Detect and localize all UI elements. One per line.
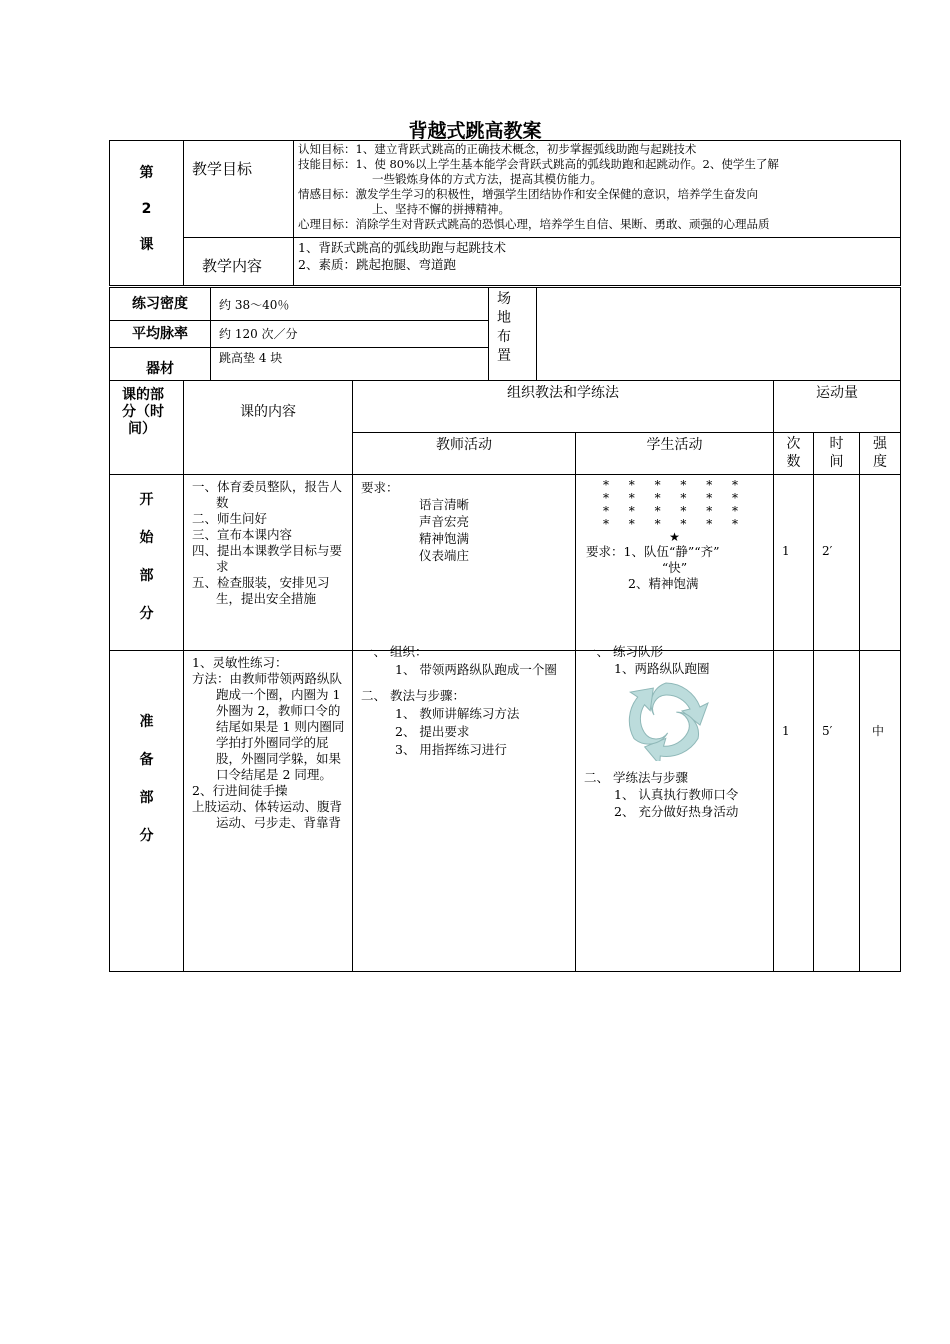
venue-char-1: 场 (497, 291, 511, 307)
objective-emotion-cont: 上、坚持不懈的拼搏精神。 (372, 202, 510, 216)
header-part (110, 381, 184, 475)
start-section-label (110, 475, 184, 651)
equipment-value: 跳高垫 4 块 (211, 348, 489, 381)
prep-char-4: 分 (139, 828, 154, 844)
start-time: 2′ (814, 475, 860, 651)
prep-teacher-4: 1、 教师讲解练习方法 (395, 706, 520, 721)
start-content (184, 475, 353, 651)
start-student-req-2: 2、精神饱满 (628, 576, 699, 591)
objective-skill: 技能目标：1、使 80%以上学生基本能学会背跃式跳高的弧线助跑和起跳动作。2、使学生了解 (298, 157, 779, 171)
header-student: 学生活动 (576, 433, 774, 475)
prep-teacher-6: 3、 用指挥练习进行 (395, 742, 507, 757)
objectives-table (109, 140, 901, 286)
start-teacher-4: 仪表端庄 (419, 548, 470, 563)
pulse-value: 约 120 次／分 (211, 321, 489, 348)
star-row-2: * * * * * * (602, 491, 747, 505)
lesson-number (110, 141, 184, 286)
header-time-1: 时 (829, 436, 844, 452)
doc-title: 背越式跳高教案 (408, 120, 542, 142)
prep-count: 1 (774, 651, 814, 972)
prep-student-1: 一、 练习队形 (584, 644, 663, 659)
header-intensity-1: 强 (873, 436, 887, 452)
prep-student-3: 二、 学练法与步骤 (584, 770, 688, 785)
content-item-2: 2、素质：跳起抱腿、弯道跑 (298, 257, 456, 272)
start-student-req-cont: “快” (661, 560, 688, 575)
venue-char-2: 地 (497, 310, 511, 326)
prep-content (184, 651, 353, 972)
objective-emotion: 情感目标：激发学生学习的积极性，增强学生团结协作和安全保健的意识，培养学生奋发向 (298, 187, 758, 201)
objective-cognitive: 认知目标：1、建立背跃式跳高的正确技术概念，初步掌握弧线助跑与起跳技术 (298, 142, 697, 156)
prep-teacher (353, 644, 576, 972)
info-table (109, 287, 901, 381)
prep-content-4: 上肢运动、体转运动、腹背运动、弓步走、背靠背 (192, 799, 343, 830)
start-char-1: 开 (139, 492, 154, 508)
venue-area (537, 288, 901, 381)
star-row-1: * * * * * * (602, 478, 747, 492)
objective-skill-cont: 一些锻炼身体的方式方法，提高其模仿能力。 (372, 172, 602, 186)
start-teacher-3: 精神饱满 (419, 531, 470, 546)
header-count (774, 433, 814, 475)
start-content-2: 二、师生问好 (192, 511, 268, 526)
venue-label (489, 288, 537, 381)
start-content-3: 三、宣布本课内容 (192, 527, 293, 542)
pulse-label: 平均脉率 (110, 321, 211, 348)
header-teacher: 教师活动 (353, 433, 576, 475)
prep-time: 5′ (814, 651, 860, 972)
start-count: 1 (774, 475, 814, 651)
header-part-3: 间） (128, 421, 156, 437)
start-teacher-req: 要求： (361, 480, 399, 495)
content-label: 教学内容 (184, 238, 294, 286)
header-time (814, 433, 860, 475)
prep-teacher-5: 2、 提出要求 (395, 724, 470, 739)
formation-stars (576, 475, 773, 544)
lesson-char-2: 2 (141, 201, 152, 217)
content-item-1: 1、背跃式跳高的弧线助跑与起跳技术 (298, 240, 506, 255)
lesson-char-3: 课 (139, 237, 154, 253)
header-count-1: 次 (786, 436, 801, 452)
prep-student-5: 2、 充分做好热身活动 (614, 804, 739, 819)
prep-char-3: 部 (139, 790, 154, 806)
circle-run-diagram-icon (616, 679, 716, 761)
prep-section-label (110, 651, 184, 972)
prep-teacher-3: 二、 教法与步骤： (361, 688, 465, 703)
prep-teacher-2: 1、 带领两路纵队跑成一个圈 (395, 662, 557, 677)
header-intensity (860, 433, 901, 475)
start-char-4: 分 (139, 606, 154, 622)
header-part-2: 分（时 (122, 404, 164, 420)
header-intensity-2: 度 (873, 454, 887, 470)
prep-content-1: 1、灵敏性练习： (192, 655, 288, 670)
diagram-arrows (616, 681, 708, 761)
prep-student (576, 644, 774, 972)
objectives-text (294, 141, 901, 238)
venue-char-4: 置 (497, 348, 511, 364)
start-student (576, 475, 774, 651)
header-method: 组织教法和学练法 (353, 381, 774, 433)
start-intensity (860, 475, 901, 651)
header-content: 课的内容 (184, 381, 353, 475)
star-row-4: * * * * * * (602, 517, 747, 531)
objectives-label: 教学目标 (184, 141, 294, 238)
header-time-2: 间 (829, 454, 844, 470)
start-student-req: 要求：1、队伍“静”“齐” (586, 544, 720, 559)
curved-arrow-icon (651, 683, 708, 725)
prep-student-2: 1、两路纵队跑圈 (614, 661, 710, 676)
prep-content-2: 方法：由教师带领两路纵队跑成一个圈，内圈为 1 外圈为 2，教师口令的结尾如果是 1 则内圈同学拍打外圈同学的屁股，外圈同学躲，如果口令结尾是 2 同理。 (192, 671, 345, 782)
objective-psych: 心理目标：消除学生对背跃式跳高的恐惧心理，培养学生自信、果断、勇敢、顽强的心理品质 (298, 217, 770, 231)
venue-char-3: 布 (497, 329, 511, 345)
start-content-5: 五、检查服装，安排见习生，提出安全措施 (192, 575, 330, 606)
lesson-char-1: 第 (139, 165, 154, 181)
teacher-star-icon: ★ (669, 530, 680, 544)
start-teacher (353, 475, 576, 651)
start-char-3: 部 (139, 568, 154, 584)
content-text (294, 238, 901, 286)
header-load: 运动量 (774, 381, 901, 433)
prep-teacher-1: 一、 组织： (361, 644, 428, 659)
start-teacher-1: 语言清晰 (419, 497, 470, 512)
equipment-label: 器材 (110, 348, 211, 381)
header-part-1: 课的部 (122, 387, 164, 403)
prep-intensity: 中 (860, 651, 901, 972)
prep-char-2: 备 (139, 752, 154, 768)
header-count-2: 数 (786, 454, 801, 470)
density-label: 练习密度 (110, 288, 211, 321)
density-value: 约 38～40％ (211, 288, 489, 321)
prep-content-3: 2、行进间徒手操 (192, 783, 288, 798)
lesson-table (109, 380, 901, 972)
start-teacher-2: 声音宏亮 (419, 514, 470, 529)
start-content-1: 一、体育委员整队，报告人数 (192, 479, 343, 510)
prep-char-1: 准 (139, 714, 154, 730)
start-content-4: 四、提出本课教学目标与要求 (192, 543, 343, 574)
prep-student-4: 1、 认真执行教师口令 (614, 787, 739, 802)
start-char-2: 始 (139, 530, 154, 546)
star-row-3: * * * * * * (602, 504, 747, 518)
